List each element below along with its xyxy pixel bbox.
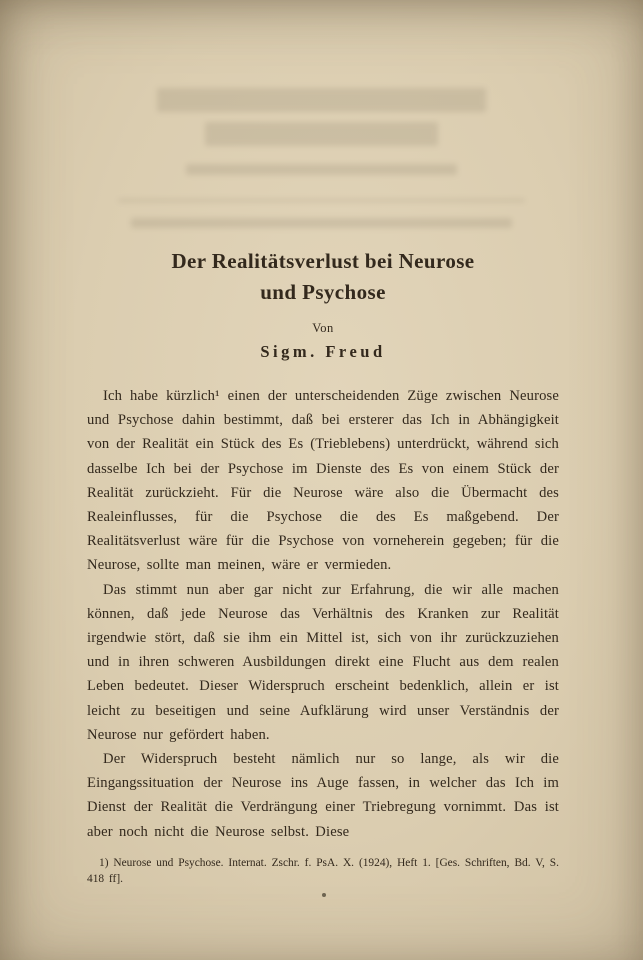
author-name: Sigm. Freud [260,342,386,361]
page-content [87,0,559,899]
article-title-line2: und Psychose [260,280,386,304]
article-body [87,384,559,844]
paragraph-2: Das stimmt nun aber gar nicht zur Erfahrung, die wir alle machen können, daß jede Neurose das Verhältnis des Kranken zur Realität irgendwie stört, daß sie ihm ein Mittel ist, sich von ihr zurückzuziehen und in ihren schweren Ausbildungen direkt eine Flucht aus dem realen Leben bedeutet. Dieser Widerspruch erscheint bedenklich, allein er ist leicht zu beseitigen und seine Aufklärung wird unser Verständnis der Neurose nur gefördert haben. [87,581,559,743]
paragraph-1: Ich habe kürzlich¹ einen der unterscheidenden Züge zwischen Neurose und Psychose dahin bestimmt, daß bei ersterer das Ich in Abhängigkeit von der Realität ein Stück des Es (Trieblebens) unterdrückt, während sich dasselbe Ich bei der Psychose im Dienste des Es von einem Stück der Realität zurückzieht. Für die Neurose wäre also die Übermacht des Realeinflusses, für die Psychose die des Es maßgebend. Der Realitätsverlust wäre für die Psychose von vorneherein gegeben; für die Neurose, sollte man meinen, wäre er vermieden. [87,388,559,574]
paragraph-3: Der Widerspruch besteht nämlich nur so lange, als wir die Eingangssituation der Neurose ins Auge fassen, in welcher das Ich im Dienst der Realität die Verdrängung einer Triebregung vornimmt. Das ist aber noch nicht die Neurose selbst. Diese [87,751,559,840]
byline: Von [312,321,334,335]
article-title-line1: Der Realitätsverlust bei Neurose [171,249,475,273]
article-title [87,246,559,308]
ink-dot [322,893,326,897]
footnote: 1) Neurose und Psychose. Internat. Zschr. f. PsA. X. (1924), Heft 1. [Ges. Schriften, Bd. V, S. 418 ff]. [87,856,559,886]
